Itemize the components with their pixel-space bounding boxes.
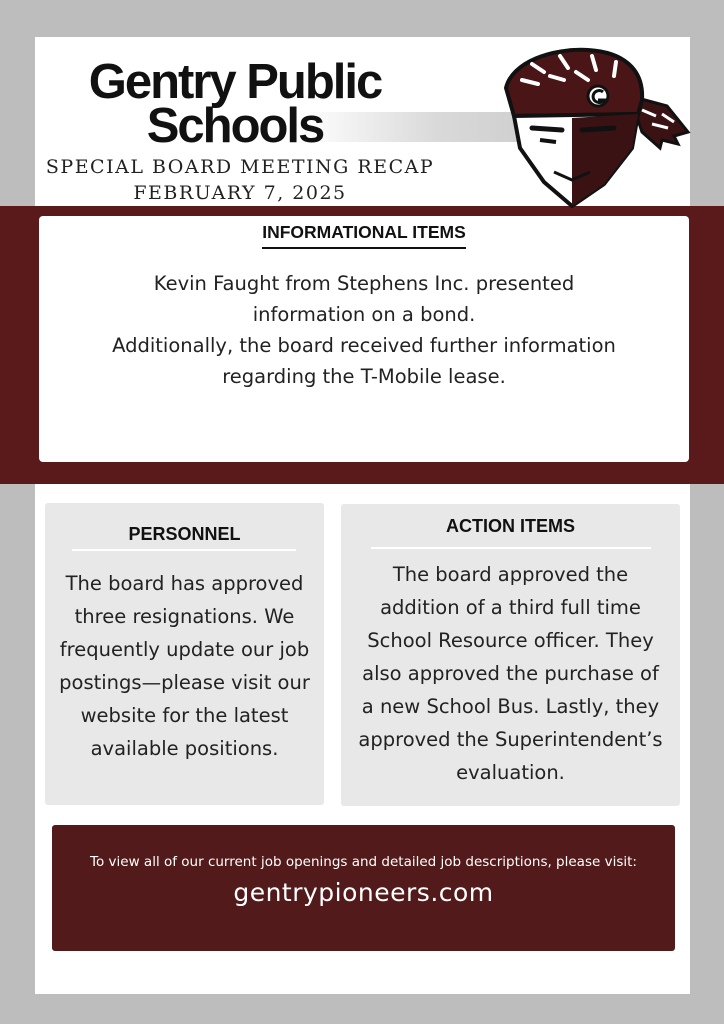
page-title [60, 55, 410, 153]
informational-items-card [39, 216, 689, 462]
informational-body [59, 268, 669, 392]
action-items-heading: ACTION ITEMS [446, 516, 575, 536]
action-items-card [341, 504, 680, 806]
title-line-1: Gentry Public [88, 55, 382, 109]
personnel-card [45, 503, 324, 805]
meeting-subtitle [40, 154, 440, 206]
website-link[interactable]: gentrypioneers.com [233, 878, 494, 907]
subtitle-line-1: SPECIAL BOARD MEETING RECAP [45, 156, 435, 178]
personnel-heading: PERSONNEL [128, 524, 241, 544]
subtitle-line-2: FEBRUARY 7, 2025 [133, 182, 347, 204]
personnel-body: The board has approved three resignations. We frequently update our job postings—please visit our website for the latest available positions. [59, 572, 310, 760]
personnel-divider [72, 549, 296, 551]
informational-heading-text: INFORMATIONAL ITEMS [262, 222, 466, 249]
action-items-divider [371, 547, 651, 549]
informational-heading [39, 222, 689, 249]
footer-lead-text: To view all of our current job openings and detailed job descriptions, please visit: [90, 854, 637, 870]
informational-line-2: Additionally, the board received further information regarding the T-Mobile lease. [112, 334, 616, 388]
informational-line-1: Kevin Faught from Stephens Inc. presented information on a bond. [153, 272, 575, 326]
title-line-2: Schools [146, 99, 324, 153]
footer-banner [52, 825, 675, 951]
pioneer-mascot-icon [492, 44, 692, 208]
action-items-body: The board approved the addition of a third full time School Resource officer. They also approved the purchase of a new School Bus. Lastly, they approved the Superintendent’s evaluation. [358, 563, 663, 784]
